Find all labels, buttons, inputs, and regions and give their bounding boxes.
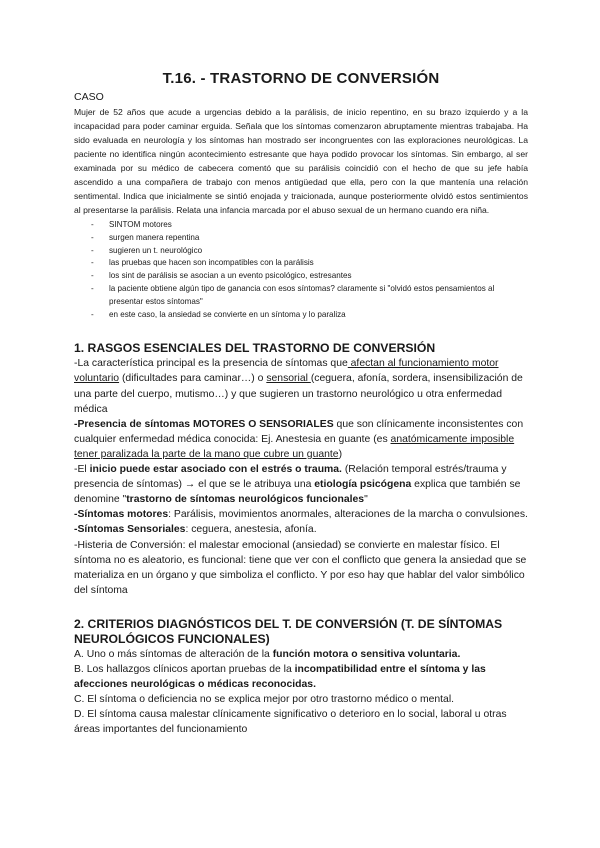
paragraph-motor-sensory <box>74 417 528 462</box>
text-run: -El <box>74 464 90 476</box>
text-run: explica que también se denomine " <box>74 479 521 506</box>
text-run: que son clínicamente inconsistentes con cualquier enfermedad médica conocida: Ej. Anestesia en guante (es <box>74 418 524 445</box>
bold-text: inicio puede estar asociado con el estrés o trauma. <box>89 464 342 476</box>
text-run: B. Los hallazgos clínicos aportan pruebas de la <box>74 663 295 675</box>
section-1-title: 1. RASGOS ESENCIALES DEL TRASTORNO DE CONVERSIÓN <box>74 341 436 356</box>
text-run: " <box>364 494 368 506</box>
document-page <box>74 70 528 737</box>
paragraph-motor-symptoms <box>74 507 528 522</box>
bold-text: -Presencia de síntomas MOTORES O SENSORIALES <box>74 418 334 430</box>
underlined-text: afectan al funcionamiento motor voluntario <box>74 358 499 385</box>
paragraph-hysteria: -Histeria de Conversión: el malestar emocional (ansiedad) se convierte en malestar físico. El síntoma no es aleatorio, es funcional: tiene que ver con el conflicto que genera la ansiedad que se materializa en un órgano y que simboliza el conflicto. Y por eso hay que hablar del valor simbólico del síntoma <box>74 539 527 596</box>
text-run: (Relación temporal estrés/trauma y presencia de síntomas) → el que se le atribuya una <box>74 464 507 491</box>
criterion-c: C. El síntoma o deficiencia no se explica mejor por otro trastorno médico o mental. <box>74 694 455 706</box>
list-item: - sugieren un t. neurológico <box>74 245 528 258</box>
underlined-text: anatómicamente imposible tener paralizada la parte de la mano que cubre un guante <box>74 433 515 460</box>
list-item: - las pruebas que hacen son incompatibles con la parálisis <box>74 257 528 270</box>
text-run: A. Uno o más síntomas de alteración de la <box>74 648 273 660</box>
bold-text: trastorno de síntomas neurológicos funcionales <box>126 494 365 506</box>
bold-text: incompatibilidad entre el síntoma y las afecciones neurológicas o médicas reconocidas. <box>74 663 486 691</box>
bold-text: -Síntomas motores <box>74 509 169 521</box>
list-item: - la paciente obtiene algún tipo de ganancia con esos síntomas? claramente si "olvidó estos pensamientos al presentar estos síntomas" <box>74 283 528 309</box>
section-2-title: 2. CRITERIOS DIAGNÓSTICOS DEL T. DE CONVERSIÓN (T. DE SÍNTOMAS NEUROLÓGICOS FUNCIONALES) <box>74 616 503 646</box>
paragraph-sensory-symptoms <box>74 522 528 537</box>
text-run: : ceguera, anestesia, afonía. <box>185 524 317 536</box>
criterion-a <box>74 647 528 662</box>
text-run: (dificultades para caminar…) o <box>119 373 267 385</box>
text-run: -La característica principal es la presencia de síntomas que <box>74 358 348 370</box>
criterion-b <box>74 662 528 692</box>
text-run: : Parálisis, movimientos anormales, alteraciones de la marcha o convulsiones. <box>168 509 528 521</box>
caso-text: Mujer de 52 años que acude a urgencias debido a la parálisis, de inicio repentino, en su brazo izquierdo y a la incapacidad para poder caminar erguida. Señala que los síntomas comenzaron abruptamente mientras trabajaba. Ha sido evaluada en neurología y los síntomas han mostrado ser incongruentes con las exploraciones neurológicas. La paciente no identifica ningún acontecimiento estresante que haya podido provocar los síntomas. Sin embargo, al ser examinada por su médico de cabecera comentó que su parálisis coincidió con el hecho de que su jefe había ascendido a una compañera de trabajo con menos antigüedad que ella, pero con la que mantenía una relación sentimental. Indica que inicialmente se sintió enojada y traicionada, aunque posteriormente olvidó estos sentimientos al presentarse la parálisis. Relata una infancia marcada por el abuso sexual de un hermano cuando era niña. <box>74 107 528 215</box>
text-run: (ceguera, afonía, sordera, insensibilización de una parte del cuerpo, mutismo…) y que sugieren un trastorno neurológico u otra enfermedad médica <box>74 373 523 415</box>
caso-bullet-list <box>74 219 528 321</box>
list-item: - surgen manera repentina <box>74 232 528 245</box>
bold-text: etiología psicógena <box>314 479 412 491</box>
text-run: ) <box>338 448 343 460</box>
underlined-text: sensorial <box>266 373 311 385</box>
paragraph-onset <box>74 462 528 507</box>
list-item: - los sint de parálisis se asocian a un evento psicológico, estresantes <box>74 270 528 283</box>
bold-text: función motora o sensitiva voluntaria. <box>272 648 461 660</box>
document-title: T.16. - TRASTORNO DE CONVERSIÓN <box>162 70 440 87</box>
list-item: - en este caso, la ansiedad se convierte en un síntoma y lo paraliza <box>74 309 528 322</box>
paragraph-main-feature <box>74 356 528 416</box>
caso-label: CASO <box>74 91 104 103</box>
list-item: - SINTOM motores <box>74 219 528 232</box>
criterion-d: D. El síntoma causa malestar clínicamente significativo o deterioro en lo social, laboral u otras áreas importantes del funcionamiento <box>74 709 507 736</box>
bold-text: -Síntomas Sensoriales <box>74 524 186 536</box>
